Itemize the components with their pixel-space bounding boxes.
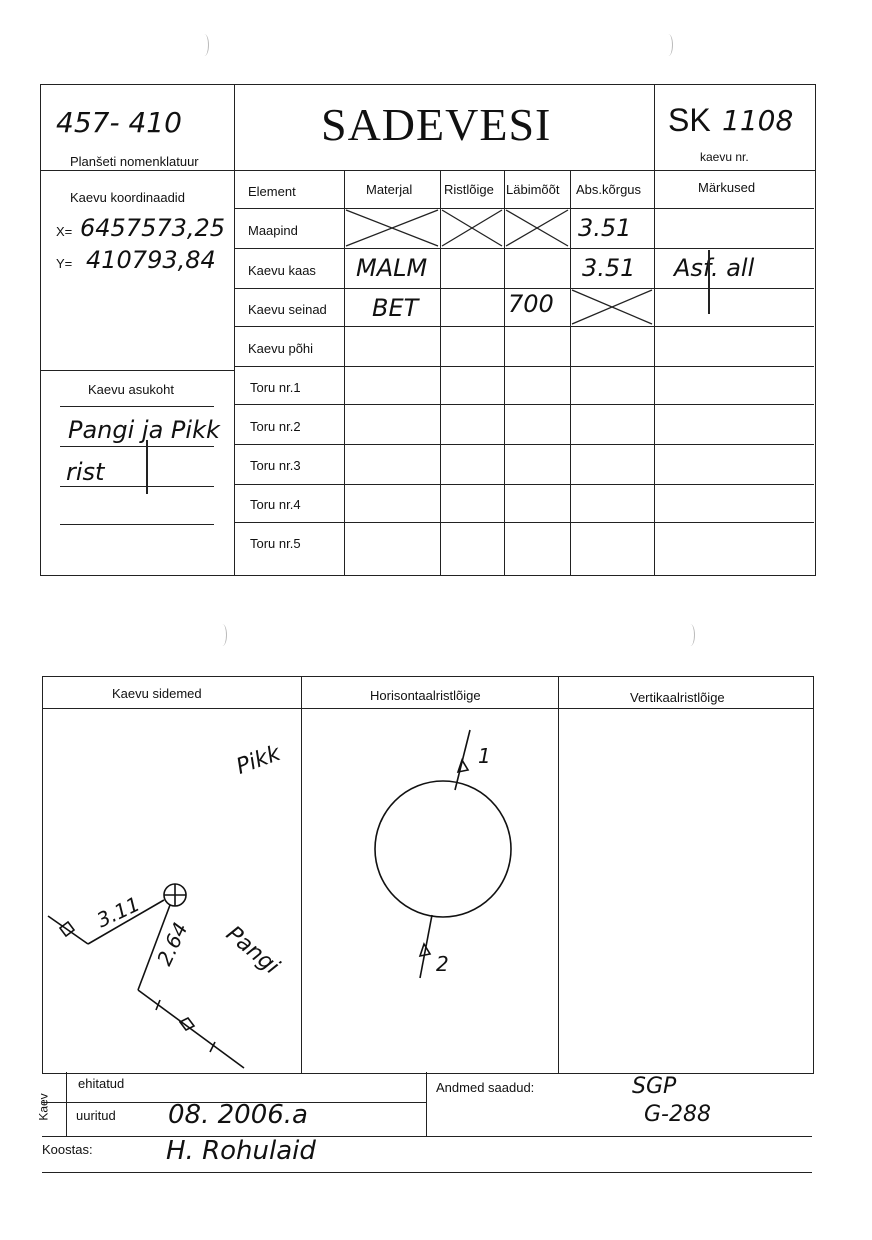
col-diameter: Läbimõõt [506, 182, 560, 197]
nomenclature-value: 457- 410 [56, 106, 182, 139]
well-prefix: SK [668, 102, 711, 138]
x-coordinate: 6457573,25 [80, 214, 226, 242]
row-label: Kaevu seinad [248, 302, 327, 317]
row-label: Toru nr.1 [250, 380, 301, 395]
col-remarks: Märkused [698, 180, 756, 195]
distance-label: 3.11 [93, 891, 144, 933]
page-title: SADEVESI [321, 99, 552, 150]
pipe-label: 2 [436, 952, 449, 976]
col-element: Element [248, 184, 296, 199]
cell-abs-height: 3.51 [578, 214, 632, 242]
col-cross-section: Ristlõige [444, 182, 494, 197]
row-label: Toru nr.5 [250, 536, 301, 551]
coordinates-label: Kaevu koordinaadid [70, 190, 185, 205]
location-label: Kaevu asukoht [88, 382, 175, 397]
y-prefix: Y= [56, 256, 73, 271]
col-abs-height: Abs.kõrgus [576, 182, 642, 197]
row-label: Kaevu põhi [248, 341, 314, 356]
pipe-label: 1 [478, 744, 491, 768]
row-label: Kaevu kaas [248, 263, 316, 278]
row-label: Toru nr.4 [250, 497, 301, 512]
well-side-label: Kaev [36, 1093, 51, 1121]
row-label: Maapind [248, 223, 298, 238]
data-source-value: SGP [632, 1074, 677, 1099]
cell-diameter: 700 [508, 290, 554, 318]
sketch-col-links: Kaevu sidemed [112, 686, 202, 701]
cell-remarks: Asf. all [674, 254, 755, 282]
built-label: ehitatud [78, 1076, 125, 1091]
street-label-pangi: Pangi [221, 921, 284, 980]
sketch-col-horizontal: Horisontaalristlõige [370, 688, 481, 703]
compiled-by: H. Rohulaid [166, 1136, 316, 1166]
location-line2: rist [66, 458, 105, 486]
location-line1: Pangi ja Pikk [68, 416, 220, 444]
compiled-label: Koostas: [42, 1142, 93, 1157]
cell-abs-height: 3.51 [582, 254, 636, 282]
well-number-label: kaevu nr. [700, 150, 749, 164]
row-label: Toru nr.2 [250, 419, 301, 434]
street-label-pikk: Pikk [233, 741, 284, 780]
data-source-value: G-288 [644, 1102, 711, 1127]
row-label: Toru nr.3 [250, 458, 301, 473]
y-coordinate: 410793,84 [86, 246, 216, 274]
surveyed-date: 08. 2006.a [168, 1100, 308, 1130]
data-source-label: Andmed saadud: [436, 1080, 535, 1095]
cell-material: BET [372, 294, 419, 322]
surveyed-label: uuritud [76, 1108, 116, 1123]
col-material: Materjal [366, 182, 413, 197]
x-prefix: X= [56, 224, 73, 239]
nomenclature-label: Planšeti nomenklatuur [70, 154, 199, 169]
cell-material: MALM [356, 254, 428, 282]
distance-label: 2.64 [151, 918, 193, 970]
sketch-col-vertical: Vertikaalristlõige [630, 690, 725, 705]
well-number: 1108 [722, 104, 794, 137]
